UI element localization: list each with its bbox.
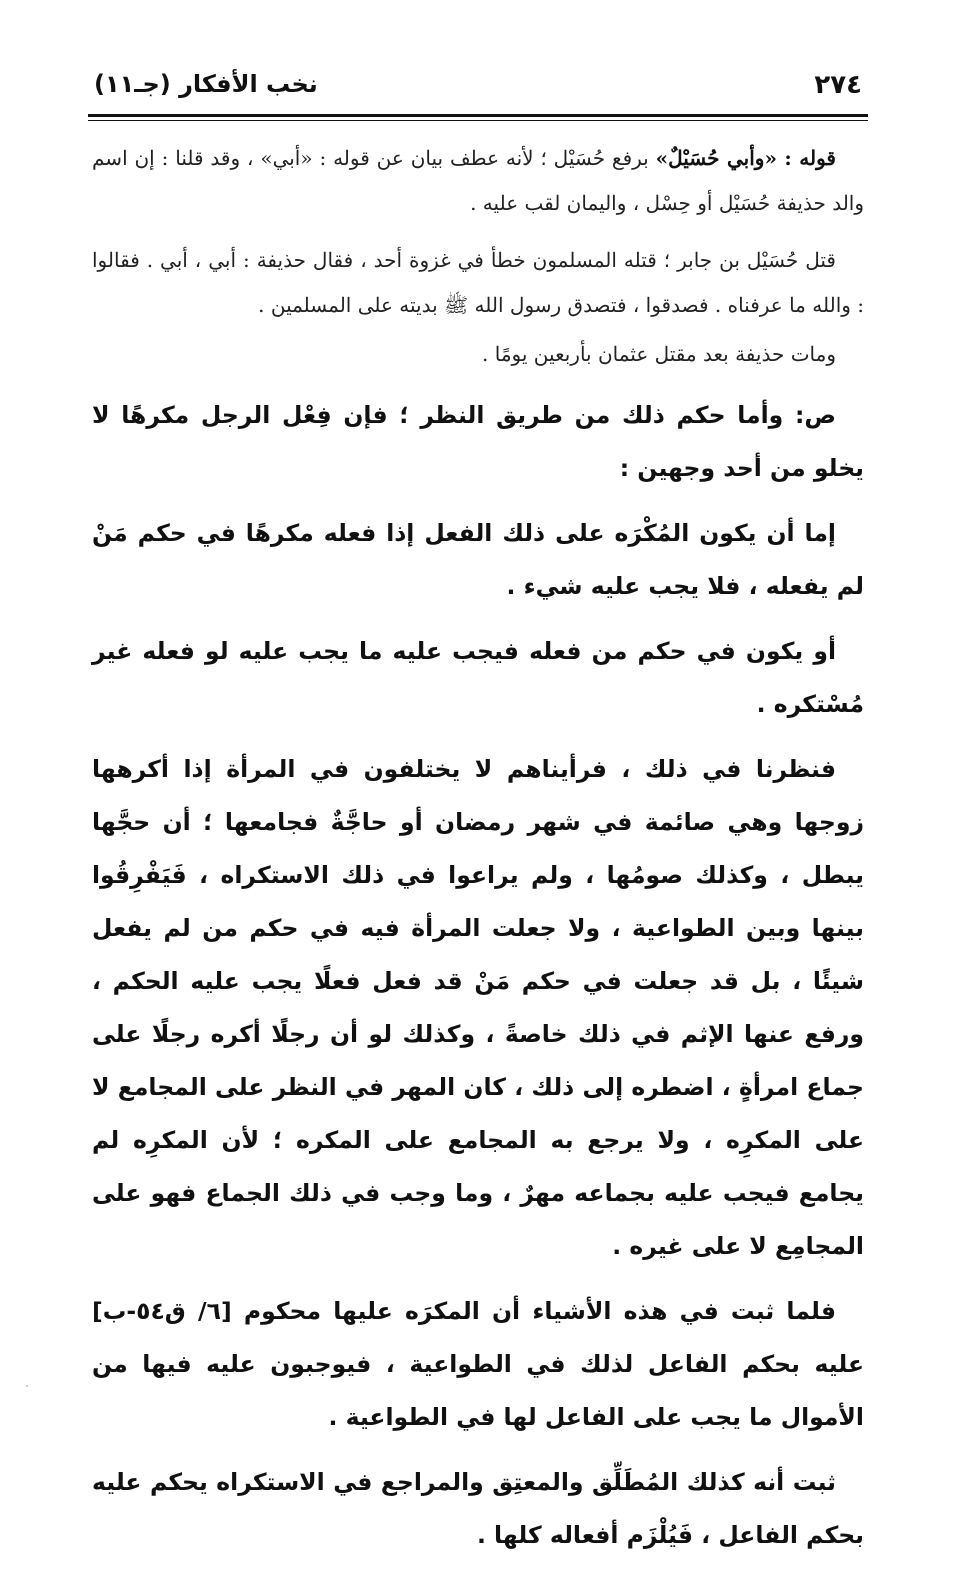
main-text-paragraph-3: أو يكون في حكم من فعله فيجب عليه ما يجب عليه لو فعله غير مُسْتكره .: [92, 637, 864, 718]
commentary-paragraph-1: [92, 136, 864, 226]
main-text-paragraph-1: ص: وأما حكم ذلك من طريق النظر ؛ فإن فِعْل الرجل مكرهًا لا يخلو من أحد وجهين :: [92, 401, 864, 482]
commentary-paragraph-2: قتل حُسَيْل بن جابر ؛ قتله المسلمون خطأ في غزوة أحد ، فقال حذيفة : أبي ، أبي . فقالوا : والله ما عرفناه . فصدقوا ، فتصدق رسول الله ﷺ بديته على المسلمين .: [92, 248, 864, 317]
running-title: نخب الأفكار (جـ١١): [94, 70, 318, 98]
commentary-paragraph-3: ومات حذيفة بعد مقتل عثمان بأربعين يومًا .: [482, 342, 836, 366]
main-text-paragraph-6: ثبت أنه كذلك المُطَلِّق والمعتِق والمراجع في الاستكراه يحكم عليه بحكم الفاعل ، فَيُلْزَم أفعاله كلها .: [92, 1468, 864, 1549]
main-text-paragraph-2: إما أن يكون المُكْرَه على ذلك الفعل إذا فعله مكرهًا في حكم مَنْ لم يفعله ، فلا يجب عليه شيء .: [92, 519, 864, 600]
main-text-paragraph-4: فنظرنا في ذلك ، فرأيناهم لا يختلفون في المرأة إذا أكرهها زوجها وهي صائمة في شهر رمضان أو حاجَّةٌ فجامعها ؛ أن حجَّها يبطل ، وكذلك صومُها ، ولم يراعوا في ذلك الاستكراه ، فَيَفْرِقُوا بينها وبين الطواعية ، ولا جعلت المرأة فيه في حكم من لم يفعل شيئًا ، بل قد جعلت في حكم مَنْ قد فعل فعلًا يجب عليه الحكم ، ورفع عنها الإثم في ذلك خاصةً ، وكذلك لو أن رجلًا أكره رجلًا على جماع امرأةٍ ، اضطره إلى ذلك ، كان المهر في النظر على المجامع لا على المكرِه ، ولا يرجع به المجامع على المكره ؛ لأن المكرِه لم يجامع فيجب عليه بجماعه مهرٌ ، وما وجب في ذلك الجماع فهو على المجامِع لا على غيره .: [92, 755, 864, 1260]
quoted-phrase: قوله : «وأبي حُسَيْلٌ»: [655, 146, 836, 170]
page-body: [92, 136, 864, 1574]
header-rule-thin: [88, 120, 868, 121]
commentary-text-1: برفع حُسَيْل ؛ لأنه عطف بيان عن قوله : «أبي» ، وقد قلنا : إن اسم والد حذيفة حُسَيْل أو حِسْل ، واليمان لقب عليه .: [92, 146, 864, 215]
main-text-paragraph-5: فلما ثبت في هذه الأشياء أن المكرَه عليها محكوم [٦/ ق٥٤-ب] عليه بحكم الفاعل لذلك في الطواعية ، فيوجبون عليه فيها من الأموال ما يجب على الفاعل لها في الطواعية .: [92, 1297, 864, 1431]
scan-speck: [26, 1385, 28, 1387]
page-header: [88, 64, 868, 110]
page-number: ٢٧٤: [814, 70, 862, 100]
header-rule-thick: [88, 114, 868, 117]
